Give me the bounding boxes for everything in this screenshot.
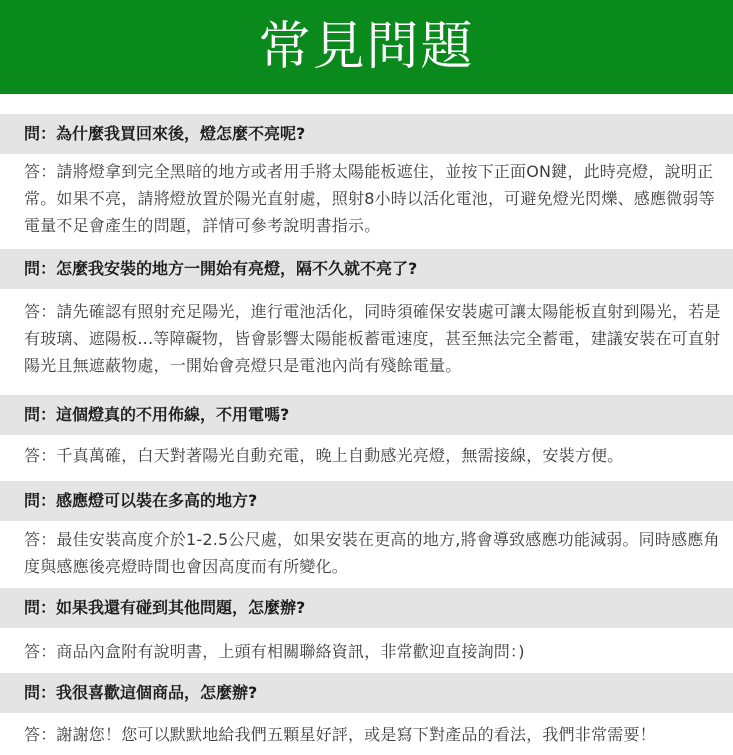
faq-question-1: 問：為什麼我買回來後，燈怎麼不亮呢? [24, 124, 306, 143]
faq-question-bar [0, 114, 733, 154]
faq-question-3: 問：這個燈真的不用佈線，不用電嗎? [24, 405, 290, 424]
page-title: 常見問題 [258, 17, 475, 77]
faq-question-bar [0, 395, 733, 435]
faq-question-2: 問：怎麼我安裝的地方一開始有亮燈，隔不久就不亮了? [24, 259, 418, 278]
faq-answer-3: 答：千真萬確，白天對著陽光自動充電，晚上自動感光亮燈，無需接線，安裝方便。 [24, 446, 624, 465]
faq-question-bar [0, 588, 733, 628]
faq-question-4: 問：感應燈可以裝在多高的地方? [24, 491, 258, 510]
faq-answer-6: 答：謝謝您！您可以默默地給我們五顆星好評，或是寫下對產品的看法，我們非常需要！ [24, 725, 656, 744]
faq-header-banner [0, 0, 733, 94]
faq-answer-1: 答：請將燈拿到完全黑暗的地方或者用手將太陽能板遮住，並按下正面ON鍵，此時亮燈，說明正常。如果不亮，請將燈放置於陽光直射處，照射8小時以活化電池，可避免燈光閃爍、感應微弱等電量不足會產生的問題，詳情可參考說明書指示。 [24, 162, 715, 235]
faq-answer-5: 答：商品內盒附有說明書，上頭有相關聯絡資訊，非常歡迎直接詢問：) [24, 642, 525, 661]
faq-answer-4: 答：最佳安裝高度介於1-2.5公尺處，如果安裝在更高的地方,將會導致感應功能減弱。同時感應角度與感應後亮燈時間也會因高度而有所變化。 [24, 530, 720, 576]
faq-question-bar [0, 249, 733, 289]
faq-question-6: 問：我很喜歡這個商品，怎麼辦? [24, 683, 258, 702]
faq-question-bar [0, 673, 733, 713]
faq-question-5: 問：如果我還有碰到其他問題，怎麼辦? [24, 598, 306, 617]
faq-question-bar [0, 481, 733, 521]
faq-answer-2: 答：請先確認有照射充足陽光，進行電池活化，同時須確保安裝處可讓太陽能板直射到陽光，若是有玻璃、遮陽板...等障礙物，皆會影響太陽能板蓄電速度，甚至無法完全蓄電，建議安裝在可直射陽光且無遮蔽物處，一開始會亮燈只是電池內尚有殘餘電量。 [24, 302, 721, 375]
